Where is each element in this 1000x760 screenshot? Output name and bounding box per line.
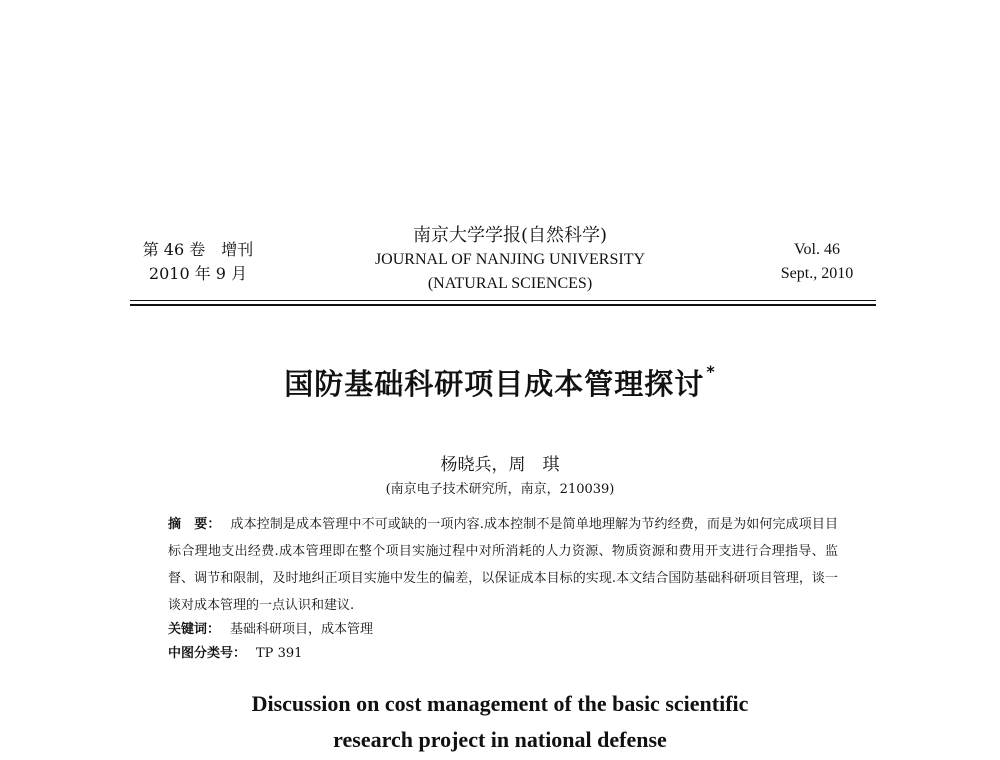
- classification-text: TP 391: [256, 646, 303, 661]
- publication-date-en: Sept., 2010: [780, 265, 854, 282]
- keywords-text: 基础科研项目，成本管理: [230, 622, 374, 637]
- affiliation: (南京电子技术研究所，南京，210039): [385, 482, 615, 497]
- authors: 杨晓兵，周 琪: [440, 455, 560, 475]
- paper-title: [0, 362, 1000, 403]
- volume-issue: 第 46 卷 增刊: [142, 240, 254, 259]
- paper-title-text: 国防基础科研项目成本管理探讨: [284, 367, 705, 401]
- journal-subtitle-en: (NATURAL SCIENCES): [427, 275, 593, 292]
- english-title-line1: Discussion on cost management of the basic scientific: [251, 691, 749, 716]
- abstract-label: 摘 要：: [168, 517, 221, 532]
- header-rule-thick: [130, 304, 876, 306]
- classification: [168, 642, 838, 666]
- volume-en: Vol. 46: [794, 241, 840, 258]
- journal-name-en: JOURNAL OF NANJING UNIVERSITY: [374, 251, 646, 268]
- journal-issue-info: [118, 238, 278, 286]
- english-title: [0, 686, 1000, 758]
- publication-date-cn: 2010 年 9 月: [148, 264, 248, 283]
- abstract: [168, 511, 838, 619]
- header-rule-thin: [130, 300, 876, 301]
- journal-name: [320, 224, 700, 296]
- keywords: [168, 618, 838, 642]
- keywords-label: 关键词：: [168, 622, 221, 637]
- footnote-mark: *: [706, 362, 716, 381]
- abstract-text: 成本控制是成本管理中不可或缺的一项内容.成本控制不是简单地理解为节约经费，而是为如何完成项目目标合理地支出经费.成本管理即在整个项目实施过程中对所消耗的人力资源、物质资源和费用开支进行合理指导、监督、调节和限制，及时地纠正项目实施中发生的偏差，以保证成本目标的实现.本文结合国防基础科研项目管理，谈一谈对成本管理的一点认识和建议.: [168, 517, 838, 613]
- journal-name-cn: 南京大学学报(自然科学): [412, 225, 608, 246]
- journal-volume-info: [752, 238, 882, 286]
- english-title-line2: research project in national defense: [333, 727, 667, 752]
- classification-label: 中图分类号：: [168, 646, 247, 661]
